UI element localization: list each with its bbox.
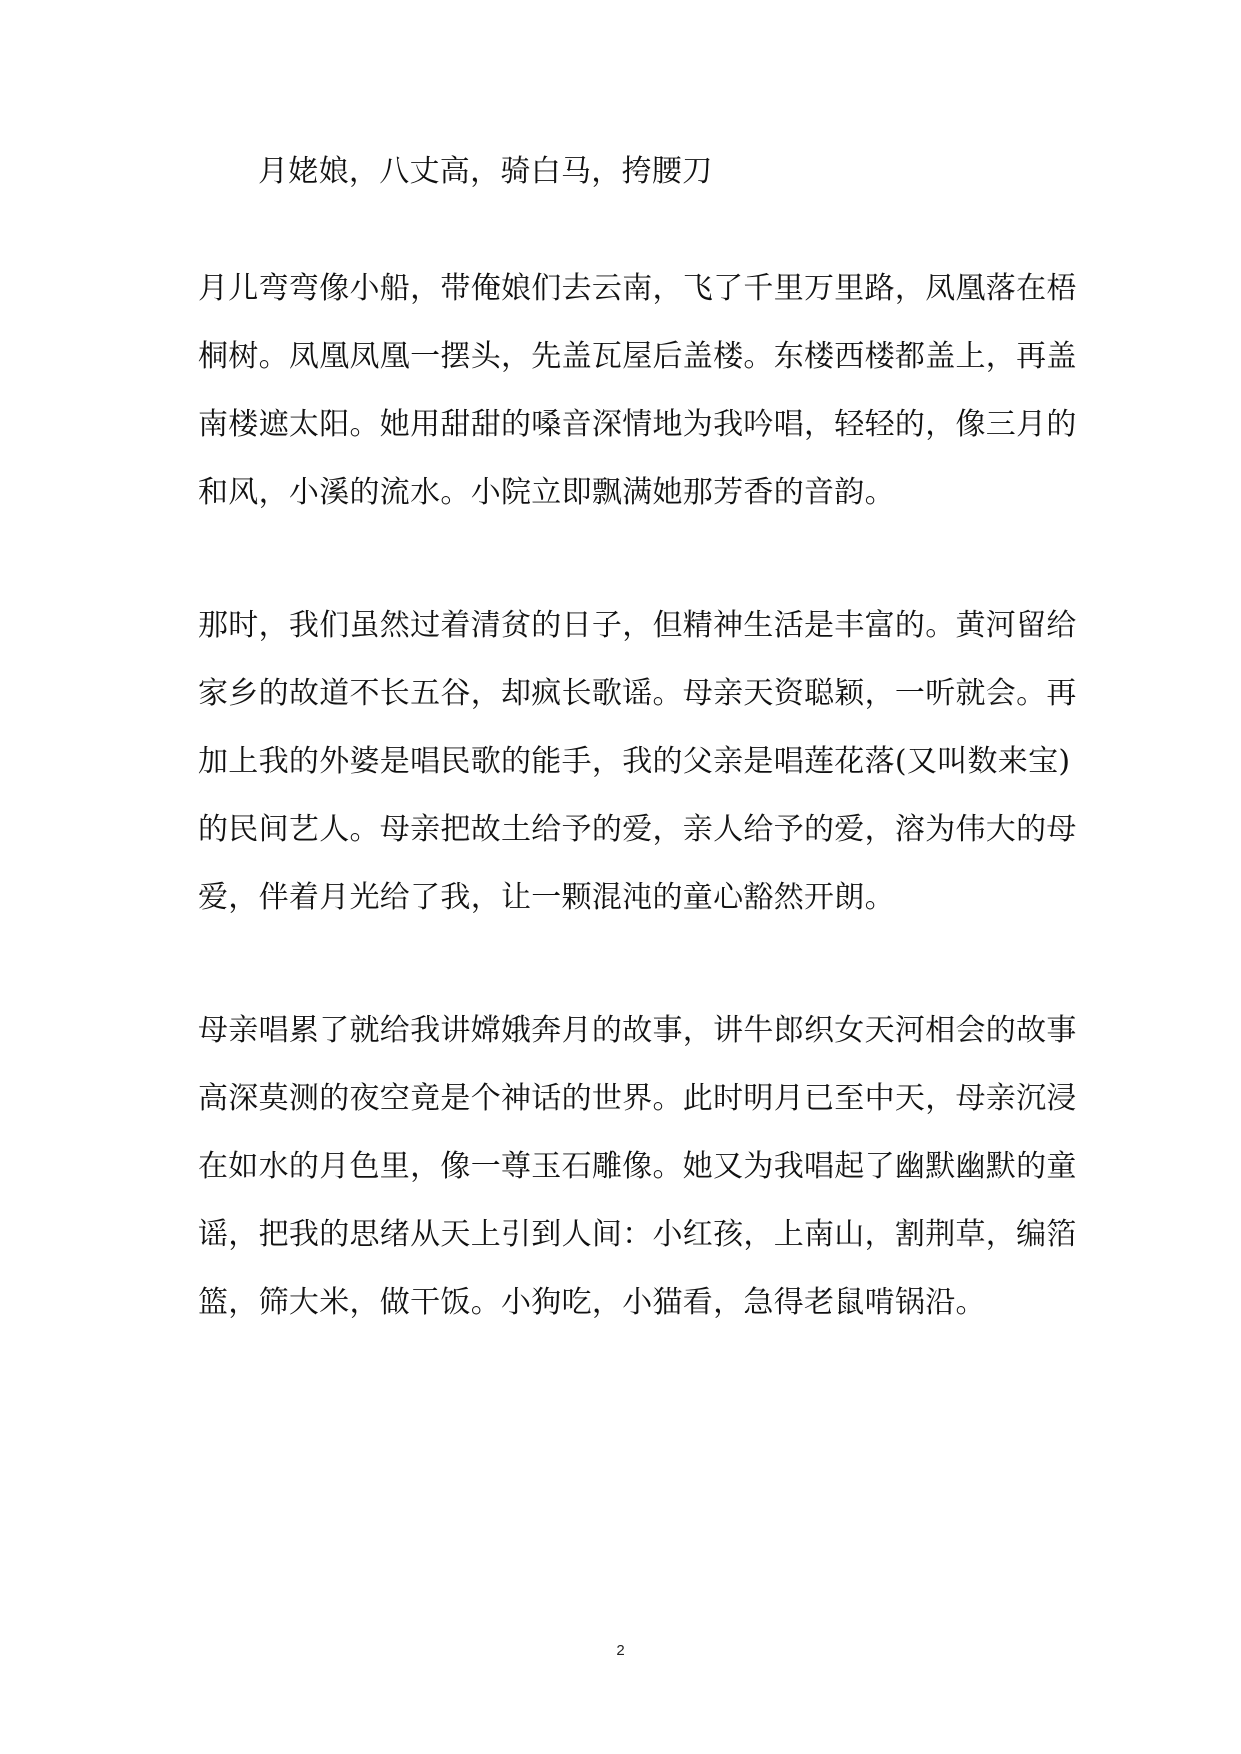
poem-line: 月姥娘，八丈高，骑白马，挎腰刀 — [258, 154, 713, 189]
paragraph-line: 篮，筛大米，做干饭。小狗吃，小猫看，急得老鼠啃锅沿。 — [198, 1285, 986, 1320]
paragraph-line: 桐树。凤凰凤凰一摆头，先盖瓦屋后盖楼。东楼西楼都盖上，再盖 — [198, 339, 1077, 374]
paragraph-line: 和风，小溪的流水。小院立即飘满她那芳香的音韵。 — [198, 475, 895, 510]
paragraph-line: 家乡的故道不长五谷，却疯长歌谣。母亲天资聪颖，一听就会。再 — [198, 676, 1077, 711]
paragraph-line: 月儿弯弯像小船，带俺娘们去云南，飞了千里万里路，凤凰落在梧 — [198, 271, 1077, 306]
page-number: 2 — [616, 1642, 625, 1659]
paragraph-line: 谣，把我的思绪从天上引到人间：小红孩，上南山，割荆草，编箔 — [198, 1217, 1077, 1252]
paragraph-line: 高深莫测的夜空竟是个神话的世界。此时明月已至中天，母亲沉浸 — [198, 1081, 1077, 1116]
paragraph-line: 爱，伴着月光给了我，让一颗混沌的童心豁然开朗。 — [198, 880, 895, 915]
paragraph-line: 的民间艺人。母亲把故土给予的爱，亲人给予的爱，溶为伟大的母 — [198, 812, 1077, 847]
paragraph-line: 母亲唱累了就给我讲嫦娥奔月的故事，讲牛郎织女天河相会的故事 — [198, 1013, 1077, 1048]
paragraph-line: 在如水的月色里，像一尊玉石雕像。她又为我唱起了幽默幽默的童 — [198, 1149, 1077, 1184]
paragraph-line: 南楼遮太阳。她用甜甜的嗓音深情地为我吟唱，轻轻的，像三月的 — [198, 407, 1077, 442]
paragraph-line: 那时，我们虽然过着清贫的日子，但精神生活是丰富的。黄河留给 — [198, 608, 1077, 643]
paragraph-line: 加上我的外婆是唱民歌的能手，我的父亲是唱莲花落(又叫数来宝) — [198, 744, 1071, 779]
